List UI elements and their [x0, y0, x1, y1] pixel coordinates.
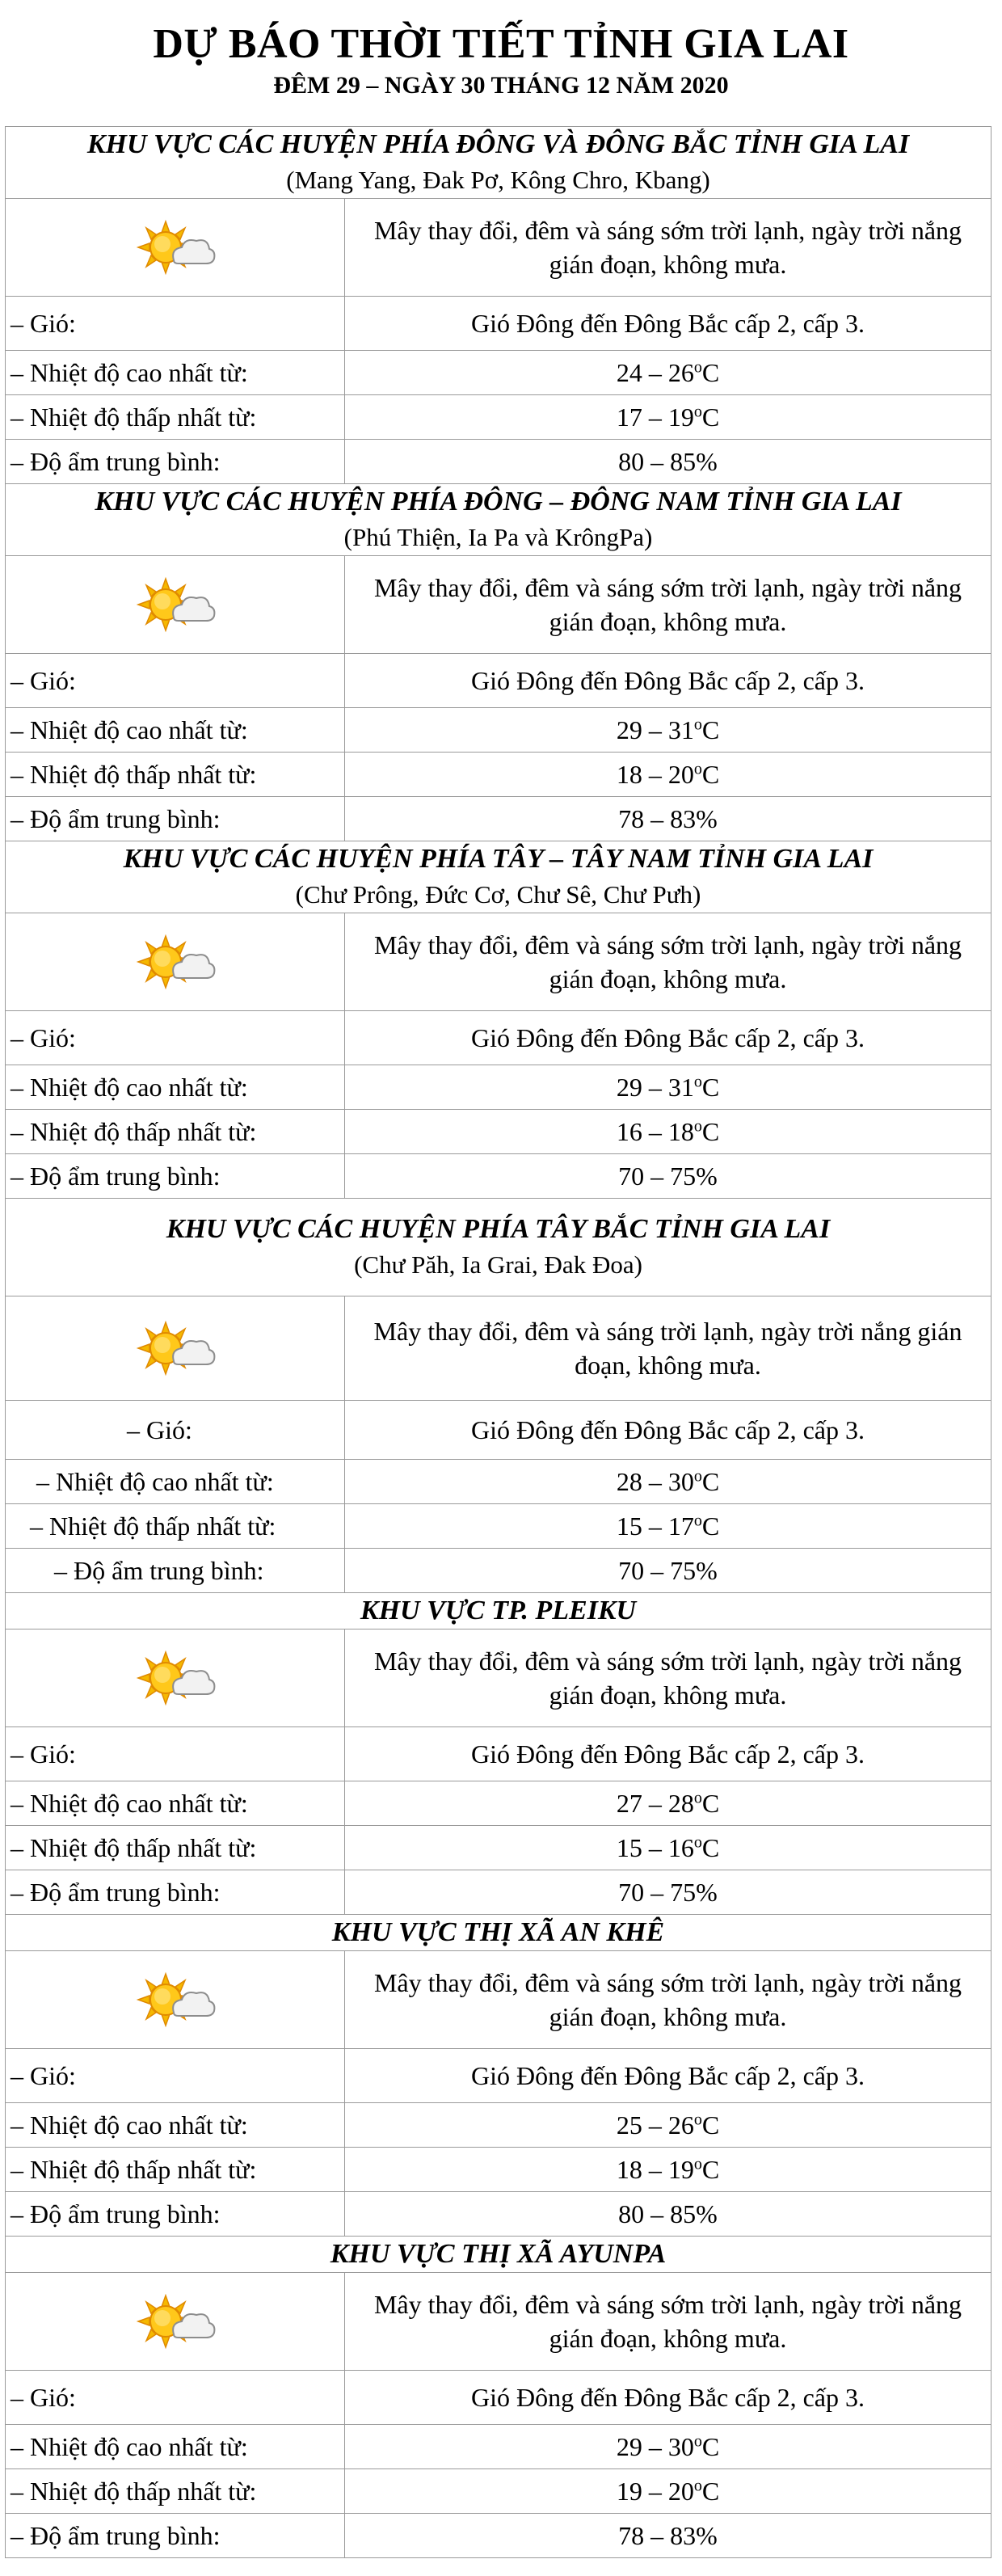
sun-behind-cloud-icon	[135, 930, 216, 994]
sun-behind-cloud-icon	[135, 1967, 216, 2032]
sun-behind-cloud-icon	[135, 2289, 216, 2354]
celsius-unit: $^o$C	[693, 2431, 720, 2461]
region-places: (Mang Yang, Đak Pơ, Kông Chro, Kbang)	[286, 166, 710, 194]
max-temp-value-number: 25 – 26	[616, 2110, 694, 2140]
weather-description: Mây thay đổi, đêm và sáng sớm trời lạnh, ngày trời nắng gián đoạn, không mưa.	[345, 556, 991, 654]
max-temp-value-number: 29 – 30	[616, 2431, 694, 2461]
weather-summary-row	[6, 1629, 991, 1727]
humidity-value: 70 – 75%	[345, 1549, 991, 1593]
humidity-label: – Độ ẩm trung bình:	[6, 1549, 345, 1593]
max-temp-value-number: 27 – 28	[616, 1788, 694, 1818]
region-header	[6, 2237, 991, 2273]
max-temp-value	[345, 1065, 991, 1110]
min-temp-value-number: 19 – 20	[616, 2476, 694, 2506]
weather-summary-row	[6, 1951, 991, 2049]
wind-label: – Gió:	[6, 1011, 345, 1065]
max-temp-value-number: 29 – 31	[616, 715, 694, 744]
celsius-unit: $^o$C	[693, 759, 720, 789]
region-header	[6, 1199, 991, 1296]
max-temp-label: – Nhiệt độ cao nhất từ:	[6, 708, 345, 753]
max-temp-value-number: 29 – 31	[616, 1072, 694, 1102]
max-temp-value	[345, 708, 991, 753]
humidity-value: 80 – 85%	[345, 440, 991, 484]
celsius-unit: $^o$C	[693, 1511, 720, 1541]
celsius-unit: $^o$C	[693, 402, 720, 432]
min-temp-label: – Nhiệt độ thấp nhất từ:	[6, 753, 345, 797]
celsius-unit: $^o$C	[693, 357, 720, 387]
celsius-unit: $^o$C	[693, 2476, 720, 2506]
detail-row	[6, 2514, 991, 2558]
weather-description: Mây thay đổi, đêm và sáng sớm trời lạnh, ngày trời nắng gián đoạn, không mưa.	[345, 1629, 991, 1727]
region-name: KHU VỰC CÁC HUYỆN PHÍA ĐÔNG VÀ ĐÔNG BẮC TỈNH GIA LAI	[86, 129, 910, 159]
region-header	[6, 1915, 991, 1951]
max-temp-value-number: 28 – 30	[616, 1466, 694, 1496]
region-header-row	[6, 1199, 991, 1296]
detail-row	[6, 2148, 991, 2192]
wind-value: Gió Đông đến Đông Bắc cấp 2, cấp 3.	[345, 1401, 991, 1460]
detail-row	[6, 2371, 991, 2425]
region-header-row	[6, 841, 991, 913]
region-places: (Phú Thiện, Ia Pa và KrôngPa)	[343, 523, 653, 551]
celsius-unit: $^o$C	[693, 1788, 720, 1818]
detail-row	[6, 1549, 991, 1593]
region-header-row	[6, 2237, 991, 2273]
region-name: KHU VỰC CÁC HUYỆN PHÍA ĐÔNG – ĐÔNG NAM TỈNH GIA LAI	[95, 487, 902, 516]
detail-row	[6, 2425, 991, 2469]
detail-row	[6, 753, 991, 797]
wind-label: – Gió:	[6, 2371, 345, 2425]
min-temp-value-number: 17 – 19	[616, 402, 694, 432]
detail-row	[6, 2192, 991, 2237]
sun-behind-cloud-icon	[135, 1316, 216, 1381]
wind-label: – Gió:	[6, 1401, 345, 1460]
weather-summary-row	[6, 556, 991, 654]
region-header	[6, 841, 991, 913]
min-temp-value	[345, 395, 991, 440]
region-places: (Chư Prông, Đức Cơ, Chư Sê, Chư Pưh)	[295, 880, 701, 909]
weather-summary-row	[6, 1296, 991, 1401]
celsius-unit: $^o$C	[693, 1466, 720, 1496]
detail-row	[6, 1504, 991, 1549]
region-name: KHU VỰC TP. PLEIKU	[360, 1596, 637, 1625]
detail-row	[6, 297, 991, 351]
min-temp-value	[345, 2148, 991, 2192]
wind-value: Gió Đông đến Đông Bắc cấp 2, cấp 3.	[345, 1727, 991, 1781]
min-temp-value	[345, 2469, 991, 2514]
max-temp-label: – Nhiệt độ cao nhất từ:	[6, 1781, 345, 1826]
wind-label: – Gió:	[6, 654, 345, 708]
max-temp-value	[345, 1460, 991, 1504]
weather-description: Mây thay đổi, đêm và sáng sớm trời lạnh, ngày trời nắng gián đoạn, không mưa.	[345, 1951, 991, 2049]
humidity-value: 80 – 85%	[345, 2192, 991, 2237]
detail-row	[6, 2103, 991, 2148]
humidity-label: – Độ ẩm trung bình:	[6, 2514, 345, 2558]
min-temp-label: – Nhiệt độ thấp nhất từ:	[6, 2148, 345, 2192]
region-name: KHU VỰC THỊ XÃ AYUNPA	[330, 2239, 667, 2269]
max-temp-value	[345, 1781, 991, 1826]
sun-behind-cloud-icon	[135, 1646, 216, 1710]
weather-summary-row	[6, 199, 991, 297]
detail-row	[6, 708, 991, 753]
region-header-row	[6, 1593, 991, 1629]
region-name: KHU VỰC THỊ XÃ AN KHÊ	[331, 1917, 665, 1947]
min-temp-label: – Nhiệt độ thấp nhất từ:	[6, 2469, 345, 2514]
humidity-label: – Độ ẩm trung bình:	[6, 1870, 345, 1915]
humidity-value: 78 – 83%	[345, 2514, 991, 2558]
weather-description: Mây thay đổi, đêm và sáng sớm trời lạnh, ngày trời nắng gián đoạn, không mưa.	[345, 2273, 991, 2371]
weather-icon-cell	[6, 199, 345, 297]
min-temp-value	[345, 1826, 991, 1870]
weather-description: Mây thay đổi, đêm và sáng sớm trời lạnh, ngày trời nắng gián đoạn, không mưa.	[345, 913, 991, 1011]
max-temp-label: – Nhiệt độ cao nhất từ:	[6, 2103, 345, 2148]
sun-behind-cloud-icon	[135, 215, 216, 280]
page-subtitle: ĐÊM 29 – NGÀY 30 THÁNG 12 NĂM 2020	[273, 72, 729, 99]
humidity-label: – Độ ẩm trung bình:	[6, 440, 345, 484]
weather-icon-cell	[6, 2273, 345, 2371]
detail-row	[6, 351, 991, 395]
weather-description: Mây thay đổi, đêm và sáng trời lạnh, ngày trời nắng gián đoạn, không mưa.	[345, 1296, 991, 1401]
max-temp-value	[345, 2425, 991, 2469]
celsius-unit: $^o$C	[693, 1072, 720, 1102]
weather-description: Mây thay đổi, đêm và sáng sớm trời lạnh, ngày trời nắng gián đoạn, không mưa.	[345, 199, 991, 297]
detail-row	[6, 1870, 991, 1915]
max-temp-value	[345, 2103, 991, 2148]
detail-row	[6, 1460, 991, 1504]
max-temp-value-number: 24 – 26	[616, 357, 694, 387]
detail-row	[6, 1401, 991, 1460]
humidity-label: – Độ ẩm trung bình:	[6, 797, 345, 841]
detail-row	[6, 1154, 991, 1199]
forecast-table	[5, 126, 991, 2558]
min-temp-label: – Nhiệt độ thấp nhất từ:	[6, 1110, 345, 1154]
celsius-unit: $^o$C	[693, 2110, 720, 2140]
detail-row	[6, 1011, 991, 1065]
detail-row	[6, 2049, 991, 2103]
min-temp-label: – Nhiệt độ thấp nhất từ:	[6, 1826, 345, 1870]
region-name: KHU VỰC CÁC HUYỆN PHÍA TÂY BẮC TỈNH GIA LAI	[166, 1214, 831, 1244]
humidity-value: 78 – 83%	[345, 797, 991, 841]
wind-label: – Gió:	[6, 1727, 345, 1781]
region-places: (Chư Păh, Ia Grai, Đak Đoa)	[354, 1250, 642, 1279]
detail-row	[6, 1826, 991, 1870]
min-temp-value-number: 18 – 19	[616, 2154, 694, 2184]
humidity-value: 70 – 75%	[345, 1870, 991, 1915]
region-header-row	[6, 1915, 991, 1951]
min-temp-value	[345, 1504, 991, 1549]
detail-row	[6, 440, 991, 484]
detail-row	[6, 797, 991, 841]
wind-label: – Gió:	[6, 297, 345, 351]
sun-behind-cloud-icon	[135, 572, 216, 637]
wind-value: Gió Đông đến Đông Bắc cấp 2, cấp 3.	[345, 2049, 991, 2103]
weather-icon-cell	[6, 1296, 345, 1401]
celsius-unit: $^o$C	[693, 1832, 720, 1862]
weather-icon-cell	[6, 1951, 345, 2049]
celsius-unit: $^o$C	[693, 715, 720, 744]
region-header	[6, 1593, 991, 1629]
region-name: KHU VỰC CÁC HUYỆN PHÍA TÂY – TÂY NAM TỈNH GIA LAI	[123, 844, 874, 874]
detail-row	[6, 1727, 991, 1781]
region-header	[6, 127, 991, 199]
min-temp-value	[345, 1110, 991, 1154]
celsius-unit: $^o$C	[693, 2154, 720, 2184]
humidity-label: – Độ ẩm trung bình:	[6, 1154, 345, 1199]
weather-summary-row	[6, 913, 991, 1011]
min-temp-value	[345, 753, 991, 797]
wind-label: – Gió:	[6, 2049, 345, 2103]
wind-value: Gió Đông đến Đông Bắc cấp 2, cấp 3.	[345, 2371, 991, 2425]
humidity-value: 70 – 75%	[345, 1154, 991, 1199]
min-temp-label: – Nhiệt độ thấp nhất từ:	[6, 1504, 345, 1549]
weather-icon-cell	[6, 913, 345, 1011]
region-header-row	[6, 127, 991, 199]
weather-summary-row	[6, 2273, 991, 2371]
weather-icon-cell	[6, 556, 345, 654]
detail-row	[6, 395, 991, 440]
humidity-label: – Độ ẩm trung bình:	[6, 2192, 345, 2237]
celsius-unit: $^o$C	[693, 1116, 720, 1146]
max-temp-label: – Nhiệt độ cao nhất từ:	[6, 1065, 345, 1110]
min-temp-value-number: 18 – 20	[616, 759, 694, 789]
detail-row	[6, 1110, 991, 1154]
max-temp-label: – Nhiệt độ cao nhất từ:	[6, 351, 345, 395]
min-temp-label: – Nhiệt độ thấp nhất từ:	[6, 395, 345, 440]
max-temp-label: – Nhiệt độ cao nhất từ:	[6, 2425, 345, 2469]
detail-row	[6, 654, 991, 708]
wind-value: Gió Đông đến Đông Bắc cấp 2, cấp 3.	[345, 654, 991, 708]
weather-icon-cell	[6, 1629, 345, 1727]
min-temp-value-number: 15 – 17	[616, 1511, 694, 1541]
detail-row	[6, 2469, 991, 2514]
wind-value: Gió Đông đến Đông Bắc cấp 2, cấp 3.	[345, 1011, 991, 1065]
region-header	[6, 484, 991, 556]
detail-row	[6, 1065, 991, 1110]
min-temp-value-number: 16 – 18	[616, 1116, 694, 1146]
max-temp-value	[345, 351, 991, 395]
detail-row	[6, 1781, 991, 1826]
max-temp-label: – Nhiệt độ cao nhất từ:	[6, 1460, 345, 1504]
min-temp-value-number: 15 – 16	[616, 1832, 694, 1862]
page-title: DỰ BÁO THỜI TIẾT TỈNH GIA LAI	[153, 21, 849, 67]
region-header-row	[6, 484, 991, 556]
wind-value: Gió Đông đến Đông Bắc cấp 2, cấp 3.	[345, 297, 991, 351]
